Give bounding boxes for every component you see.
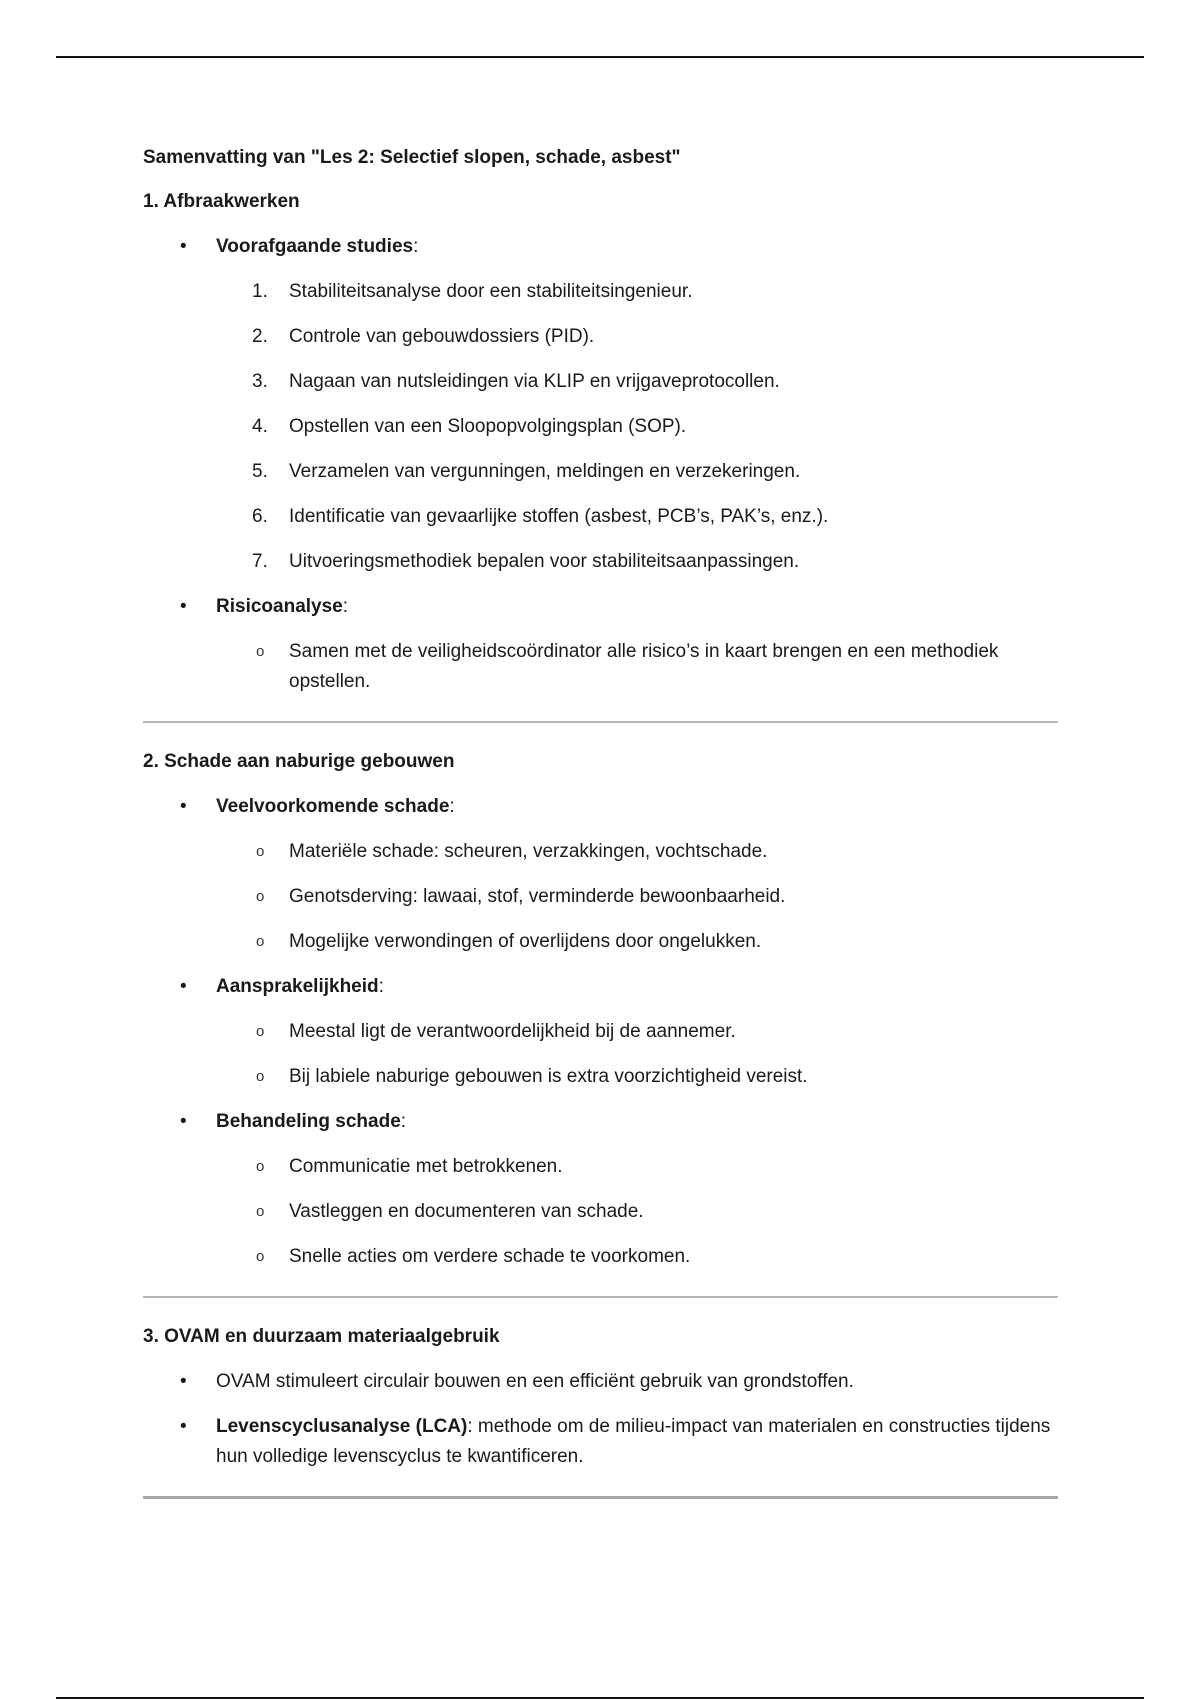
sub-list bbox=[216, 1017, 1058, 1092]
section-heading: 2. Schade aan naburige gebouwen bbox=[143, 751, 455, 772]
sub-item bbox=[216, 1062, 1058, 1092]
bullet-item-ovam bbox=[143, 1367, 1058, 1397]
numbered-item bbox=[216, 367, 1058, 397]
section-afbraakwerken bbox=[143, 187, 1058, 697]
bullet-item-behandeling-schade bbox=[143, 1107, 1058, 1272]
item-text: Meestal ligt de verantwoordelijkheid bij de aannemer. bbox=[289, 1021, 736, 1042]
section-schade-naburige-gebouwen bbox=[143, 747, 1058, 1272]
bullet-label: Levenscyclusanalyse (LCA) bbox=[216, 1416, 468, 1437]
numbered-item bbox=[216, 502, 1058, 532]
item-number: 6. bbox=[252, 506, 268, 527]
circle-bullet-icon: o bbox=[256, 1203, 265, 1220]
numbered-item bbox=[216, 547, 1058, 577]
section-heading: 3. OVAM en duurzaam materiaalgebruik bbox=[143, 1326, 500, 1347]
sub-item bbox=[216, 1197, 1058, 1227]
circle-bullet-icon: o bbox=[256, 933, 265, 950]
circle-bullet-icon: o bbox=[256, 643, 265, 660]
bullet-item-lca bbox=[143, 1412, 1058, 1472]
circle-bullet-icon: o bbox=[256, 843, 265, 860]
section-divider bbox=[143, 1496, 1058, 1499]
sub-item bbox=[216, 927, 1058, 957]
item-text: Opstellen van een Sloopopvolgingsplan (SOP). bbox=[289, 416, 687, 437]
item-text: Vastleggen en documenteren van schade. bbox=[289, 1201, 644, 1222]
item-text: Nagaan van nutsleidingen via KLIP en vrijgaveprotocollen. bbox=[289, 371, 780, 392]
page-bottom-rule bbox=[56, 1697, 1144, 1699]
item-number: 1. bbox=[252, 281, 268, 302]
item-text: Mogelijke verwondingen of overlijdens door ongelukken. bbox=[289, 931, 762, 952]
circle-bullet-icon: o bbox=[256, 1158, 265, 1175]
document-body bbox=[143, 143, 1058, 1523]
bullet-list bbox=[143, 232, 1058, 697]
numbered-item bbox=[216, 412, 1058, 442]
bullet-suffix: : bbox=[400, 1111, 407, 1132]
sub-item bbox=[216, 637, 1058, 697]
item-text: Communicatie met betrokkenen. bbox=[289, 1156, 563, 1177]
item-text: Genotsderving: lawaai, stof, verminderde bewoonbaarheid. bbox=[289, 886, 786, 907]
section-divider bbox=[143, 1296, 1058, 1298]
bullet-list bbox=[143, 792, 1058, 1272]
item-text: Samen met de veiligheidscoördinator alle risico’s in kaart brengen en een methodiek opstellen. bbox=[289, 641, 999, 692]
section-ovam-duurzaam bbox=[143, 1322, 1058, 1472]
bullet-list bbox=[143, 1367, 1058, 1472]
item-number: 7. bbox=[252, 551, 268, 572]
bullet-suffix: : bbox=[378, 976, 384, 997]
document-title: Samenvatting van "Les 2: Selectief slopen, schade, asbest" bbox=[143, 147, 681, 168]
circle-bullet-icon: o bbox=[256, 1023, 265, 1040]
bullet-suffix: : bbox=[342, 596, 349, 617]
section-divider bbox=[143, 721, 1058, 723]
bullet-item-voorafgaande-studies bbox=[143, 232, 1058, 577]
bullet-label: Veelvoorkomende schade bbox=[216, 796, 450, 817]
bullet-label: Behandeling schade bbox=[216, 1111, 401, 1132]
circle-bullet-icon: o bbox=[256, 1068, 265, 1085]
bullet-item-aansprakelijkheid bbox=[143, 972, 1058, 1092]
item-text: Controle van gebouwdossiers (PID). bbox=[289, 326, 595, 347]
numbered-item bbox=[216, 457, 1058, 487]
item-text: Materiële schade: scheuren, verzakkingen, vochtschade. bbox=[289, 841, 768, 862]
bullet-item-veelvoorkomende-schade bbox=[143, 792, 1058, 957]
sub-list bbox=[216, 637, 1058, 697]
item-text: Bij labiele naburige gebouwen is extra voorzichtigheid vereist. bbox=[289, 1066, 808, 1087]
sub-item bbox=[216, 1017, 1058, 1047]
sub-item bbox=[216, 1152, 1058, 1182]
bullet-label: Aansprakelijkheid bbox=[216, 976, 379, 997]
page-top-rule bbox=[56, 56, 1144, 58]
bullet-label: Voorafgaande studies bbox=[216, 236, 414, 257]
sub-list bbox=[216, 1152, 1058, 1272]
item-number: 4. bbox=[252, 416, 268, 437]
circle-bullet-icon: o bbox=[256, 1248, 265, 1265]
numbered-list bbox=[216, 277, 1058, 577]
bullet-label: Risicoanalyse bbox=[216, 596, 343, 617]
item-text: Verzamelen van vergunningen, meldingen en verzekeringen. bbox=[289, 461, 801, 482]
numbered-item bbox=[216, 322, 1058, 352]
sub-item bbox=[216, 1242, 1058, 1272]
sub-list bbox=[216, 837, 1058, 957]
bullet-suffix: : bbox=[449, 796, 455, 817]
bullet-suffix: : methode om de milieu-impact van materialen en constructies tijdens hun volledige levenscyclus te kwantificeren. bbox=[216, 1416, 1051, 1467]
bullet-text: • OVAM stimuleert circulair bouwen en een efficiënt gebruik van grondstoffen. bbox=[216, 1371, 854, 1392]
item-text: Identificatie van gevaarlijke stoffen (asbest, PCB’s, PAK’s, enz.). bbox=[289, 506, 829, 527]
item-text: Snelle acties om verdere schade te voorkomen. bbox=[289, 1246, 691, 1267]
sub-item bbox=[216, 837, 1058, 867]
numbered-item bbox=[216, 277, 1058, 307]
bullet-item-risicoanalyse bbox=[143, 592, 1058, 697]
item-number: 2. bbox=[252, 326, 268, 347]
section-heading: 1. Afbraakwerken bbox=[143, 191, 300, 212]
bullet-suffix: : bbox=[413, 236, 419, 257]
item-number: 3. bbox=[252, 371, 268, 392]
sub-item bbox=[216, 882, 1058, 912]
item-text: Stabiliteitsanalyse door een stabiliteitsingenieur. bbox=[289, 281, 693, 302]
item-text: Uitvoeringsmethodiek bepalen voor stabiliteitsaanpassingen. bbox=[289, 551, 800, 572]
item-number: 5. bbox=[252, 461, 268, 482]
circle-bullet-icon: o bbox=[256, 888, 265, 905]
